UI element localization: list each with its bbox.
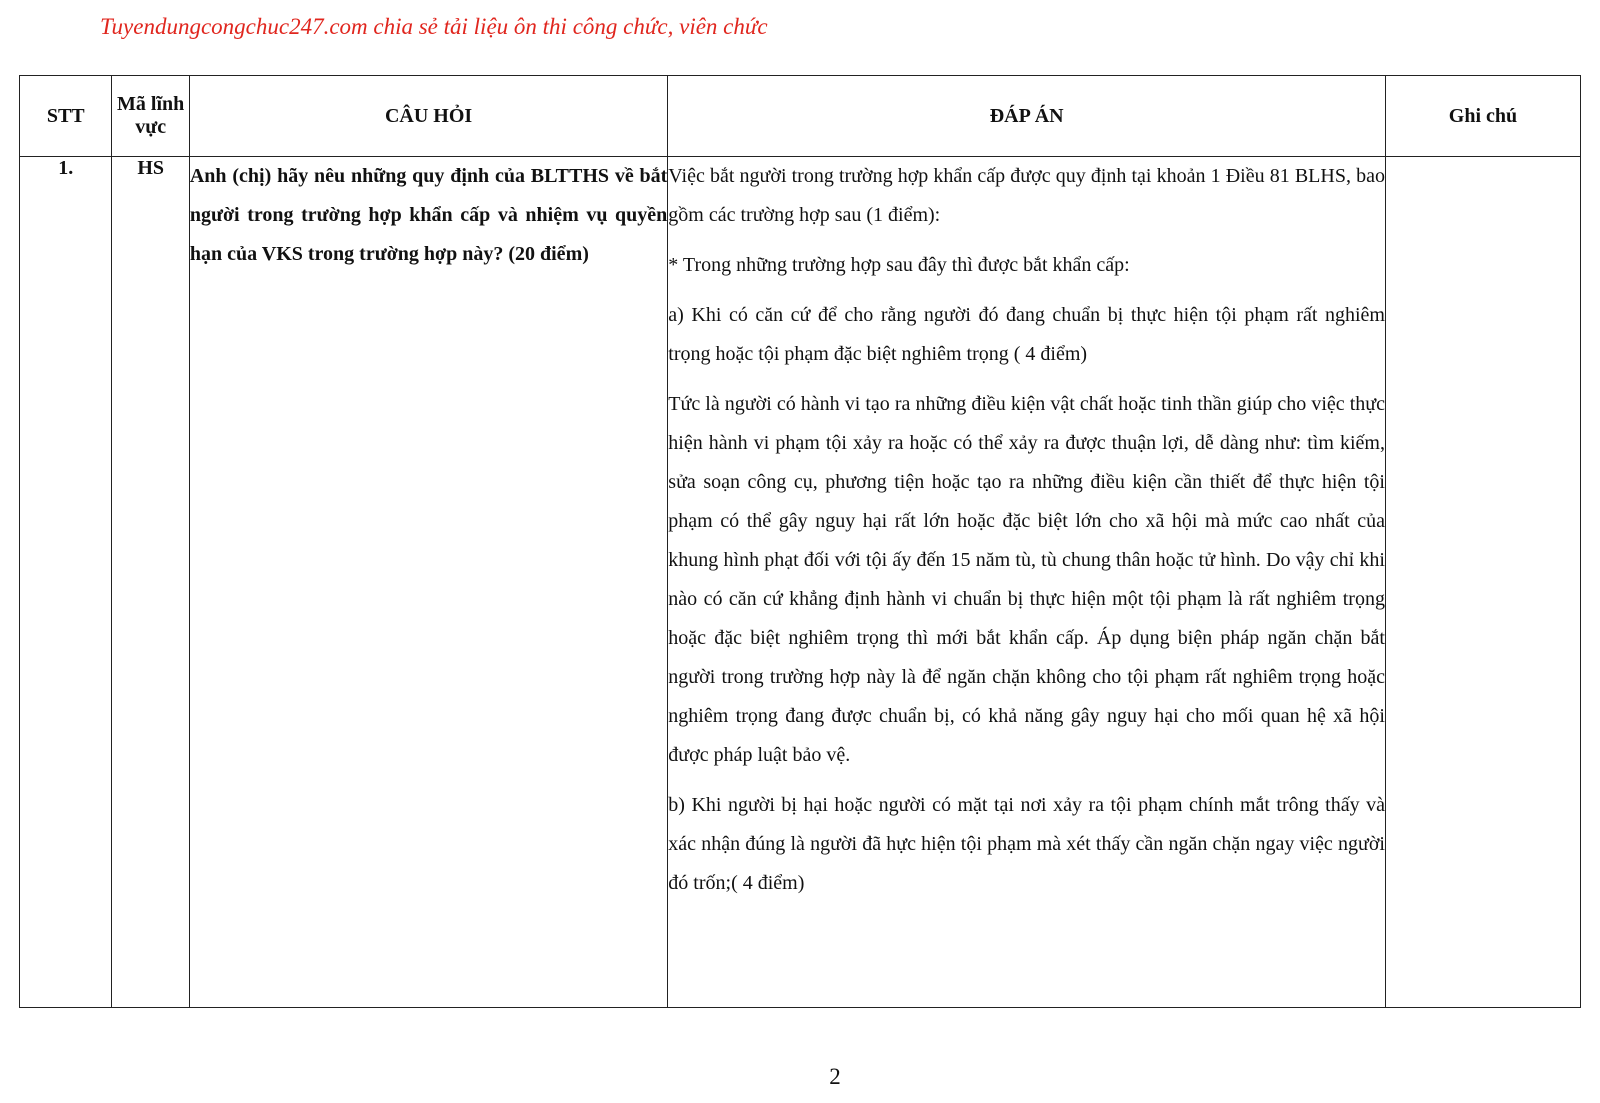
answer-paragraph: Tức là người có hành vi tạo ra những điều kiện vật chất hoặc tinh thần giúp cho việc thực hiện hành vi phạm tội xảy ra hoặc có thể xảy ra được thuận lợi, dễ dàng như: tìm kiếm, sửa soạn công cụ, phương tiện hoặc tạo ra những điều kiện cần thiết để thực hiện tội phạm có thể gây nguy hại rất lớn hoặc đặc biệt lớn cho xã hội mà mức cao nhất của khung hình phạt đối với tội ấy đến 15 năm tù, tù chung thân hoặc tử hình. Do vậy chỉ khi nào có căn cứ khẳng định hành vi chuẩn bị thực hiện một tội phạm là rất nghiêm trọng hoặc đặc biệt nghiêm trọng thì mới bắt khẩn cấp. Áp dụng biện pháp ngăn chặn bắt người trong trường hợp này là để ngăn chặn không cho tội phạm rất nghiêm trọng hoặc nghiêm trọng đang được chuẩn bị, có khả năng gây nguy hại cho mối quan hệ xã hội được pháp luật bảo vệ. <box>668 393 1385 766</box>
answer-paragraph: Việc bắt người trong trường hợp khẩn cấp được quy định tại khoản 1 Điều 81 BLHS, bao gồm các trường hợp sau (1 điểm): <box>668 165 1385 226</box>
cell-question: Anh (chị) hãy nêu những quy định của BLTTHS về bắt người trong trường hợp khẩn cấp và nhiệm vụ quyền hạn của VKS trong trường hợp này? (20 điểm) <box>189 157 667 1008</box>
answer-paragraph: b) Khi người bị hại hoặc người có mặt tại nơi xảy ra tội phạm chính mắt trông thấy và xác nhận đúng là người đã hực hiện tội phạm mà xét thấy cần ngăn chặn ngay việc người đó trốn;( 4 điểm) <box>668 794 1385 894</box>
cell-stt: 1. <box>20 157 112 1008</box>
cell-answer <box>668 157 1386 1008</box>
answer-paragraph: * Trong những trường hợp sau đây thì được bắt khẩn cấp: <box>668 254 1130 276</box>
column-header-answer: ĐÁP ÁN <box>668 76 1386 157</box>
column-header-stt: STT <box>20 76 112 157</box>
answer-paragraph: a) Khi có căn cứ để cho rằng người đó đang chuẩn bị thực hiện tội phạm rất nghiêm trọng hoặc tội phạm đặc biệt nghiêm trọng ( 4 điểm) <box>668 304 1385 365</box>
table-row <box>20 157 1581 1008</box>
watermark-text: Tuyendungcongchuc247.com chia sẻ tải liệu ôn thi công chức, viên chức <box>100 14 768 39</box>
column-header-code: Mã lĩnh vực <box>112 76 189 157</box>
column-header-question: CÂU HỎI <box>189 76 667 157</box>
table-header-row <box>20 76 1581 157</box>
cell-code: HS <box>112 157 189 1008</box>
cell-note <box>1385 157 1580 1008</box>
question-answer-table <box>19 75 1581 1008</box>
column-header-note: Ghi chú <box>1385 76 1580 157</box>
page-number: 2 <box>829 1064 841 1089</box>
